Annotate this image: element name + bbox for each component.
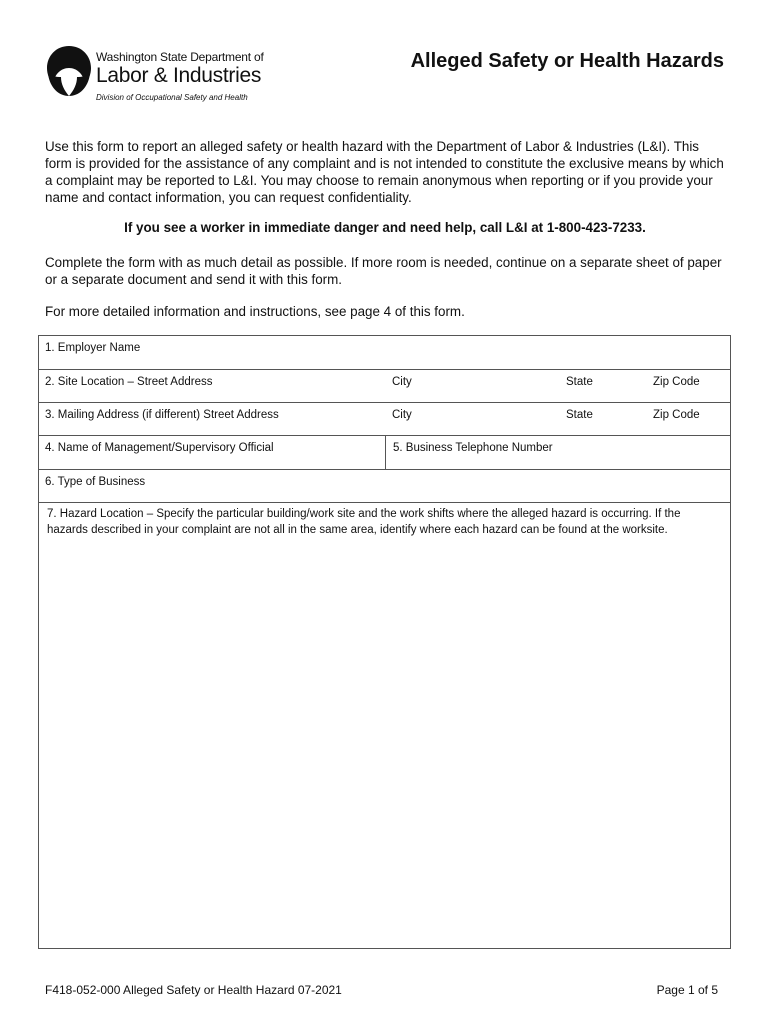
instructions-paragraph: Complete the form with as much detail as possible. If more room is needed, continue on a separate sheet of paper or a separate document and send it with this form. (45, 255, 722, 287)
site-city-label: City (392, 376, 412, 388)
type-of-business-label: 6. Type of Business (45, 476, 146, 488)
mailing-zip-label: Zip Code (653, 409, 700, 421)
field-divider (385, 436, 386, 469)
employer-name-field[interactable] (39, 336, 730, 370)
business-phone-label: 5. Business Telephone Number (393, 442, 553, 454)
logo-department-text: Washington State Department of (96, 50, 264, 64)
agency-logo (44, 42, 274, 106)
management-phone-row (39, 436, 730, 470)
form-number: F418-052-000 Alleged Safety or Health Hazard 07-2021 (45, 983, 342, 997)
management-official-label: 4. Name of Management/Supervisory Official (45, 442, 274, 454)
type-of-business-field[interactable] (39, 470, 730, 503)
mailing-address-label: 3. Mailing Address (if different) Street Address (45, 409, 279, 421)
site-zip-label: Zip Code (653, 376, 700, 388)
more-info-paragraph: For more detailed information and instructions, see page 4 of this form. (45, 304, 465, 319)
logo-division-text: Division of Occupational Safety and Health (96, 93, 248, 102)
page-number: Page 1 of 5 (656, 983, 718, 997)
page-title: Alleged Safety or Health Hazards (410, 50, 724, 72)
mailing-state-label: State (566, 409, 593, 421)
complaint-form (38, 335, 731, 949)
danger-notice: If you see a worker in immediate danger and need help, call L&I at 1-800-423-7233. (124, 220, 646, 235)
mailing-address-row (39, 403, 730, 436)
logo-agency-text: Labor & Industries (96, 64, 262, 87)
site-location-label: 2. Site Location – Street Address (45, 376, 213, 388)
site-state-label: State (566, 376, 593, 388)
site-location-row (39, 370, 730, 403)
employer-name-label: 1. Employer Name (45, 342, 141, 354)
mailing-city-label: City (392, 409, 412, 421)
intro-paragraph: Use this form to report an alleged safety or health hazard with the Department of Labor & Industries (L&I). This form is provided for the assistance of any complaint and is not intended to constitute the exclusive means by which a complaint may be reported to L&I. You may choose to remain anonymous when reporting or if you provide your name and contact information, you can request confidentiality. (45, 139, 724, 205)
lni-logo-mark-icon (44, 44, 94, 98)
hazard-location-label: 7. Hazard Location – Specify the particular building/work site and the work shifts where the alleged hazard is occurring. If the hazards described in your complaint are not all in the same area, identify where each hazard can be found at the worksite. (47, 508, 681, 536)
